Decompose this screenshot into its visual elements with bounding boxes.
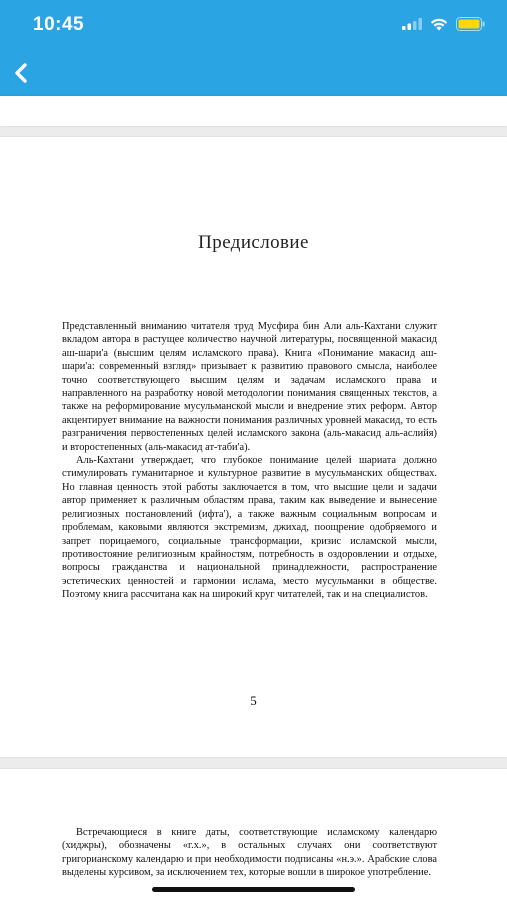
back-button[interactable] <box>8 60 34 86</box>
chevron-left-icon <box>12 62 30 84</box>
paragraph: Аль-Кахтани утверждает, что глубокое понимание целей шариата должно стимулировать гуманитарное и культурное развитие в мусульманских обществах. Но главная ценность этой работы заключается в том, что высшие цели и задачи автор применяет к различным областям права, таким как выведение и вынесение религиозных постановлений (ифта'), а также важным социальным вопросам и проблемам, каковыми являются экстремизм, джихад, поощрение одобряемого и запрет порицаемого, социальные трансформации, кризис исламской мысли, противостояние религиозным крайностям, потребность в оздоровлении и отдыхе, вопросы гражданства и национальной принадлежности, распространение эстетических ценностей и гармонии ислама, место мусульманки в обществе. Поэтому книга рассчитана как на широкий круг читателей, так и на специалистов. <box>62 455 437 601</box>
paragraph: Представленный вниманию читателя труд Мусфира бин Али аль-Кахтани служит вкладом автора в растущее количество научной литературы, посвященной макасид аш-шари'а (высшим целям исламского права). Книга «Понимание макасид аш-шари'а: современный взгляд» призывает к развитию правового смысла, наиболее точно соответствующего высшим целям и задачам исламского права и направленного на разработку новой методологии понимания священных текстов, а также на реформирование мусульманской мысли и внедрение этих реформ. Автор акцентирует внимание на важности понимания различных уровней макасид, то есть разграничения первостепенных целей исламского закона (аль-макасид аль-аслийя) и второстепенных (аль-макасид ат-таби'а). <box>62 321 437 453</box>
battery-icon <box>456 17 485 31</box>
previous-page[interactable] <box>0 96 507 126</box>
paragraph: Встречающиеся в книге даты, соответствующие исламскому календарю (хиджры), обозначены «г.х.», в остальных случаях они соответствуют григорианскому календарю и при необходимости подписаны «н.э.». Арабские слова выделены курсивом, за исключением тех, которые вошли в широкое употребление. <box>62 827 437 879</box>
cellular-signal-icon <box>402 18 422 30</box>
home-indicator[interactable] <box>152 887 355 892</box>
wifi-icon <box>430 18 448 31</box>
status-time: 10:45 <box>33 14 85 35</box>
status-icons <box>402 16 485 32</box>
next-page-text <box>62 826 437 880</box>
chapter-title: Предисловие <box>198 232 309 253</box>
page-body-text <box>62 320 437 602</box>
page-number: 5 <box>250 693 257 708</box>
